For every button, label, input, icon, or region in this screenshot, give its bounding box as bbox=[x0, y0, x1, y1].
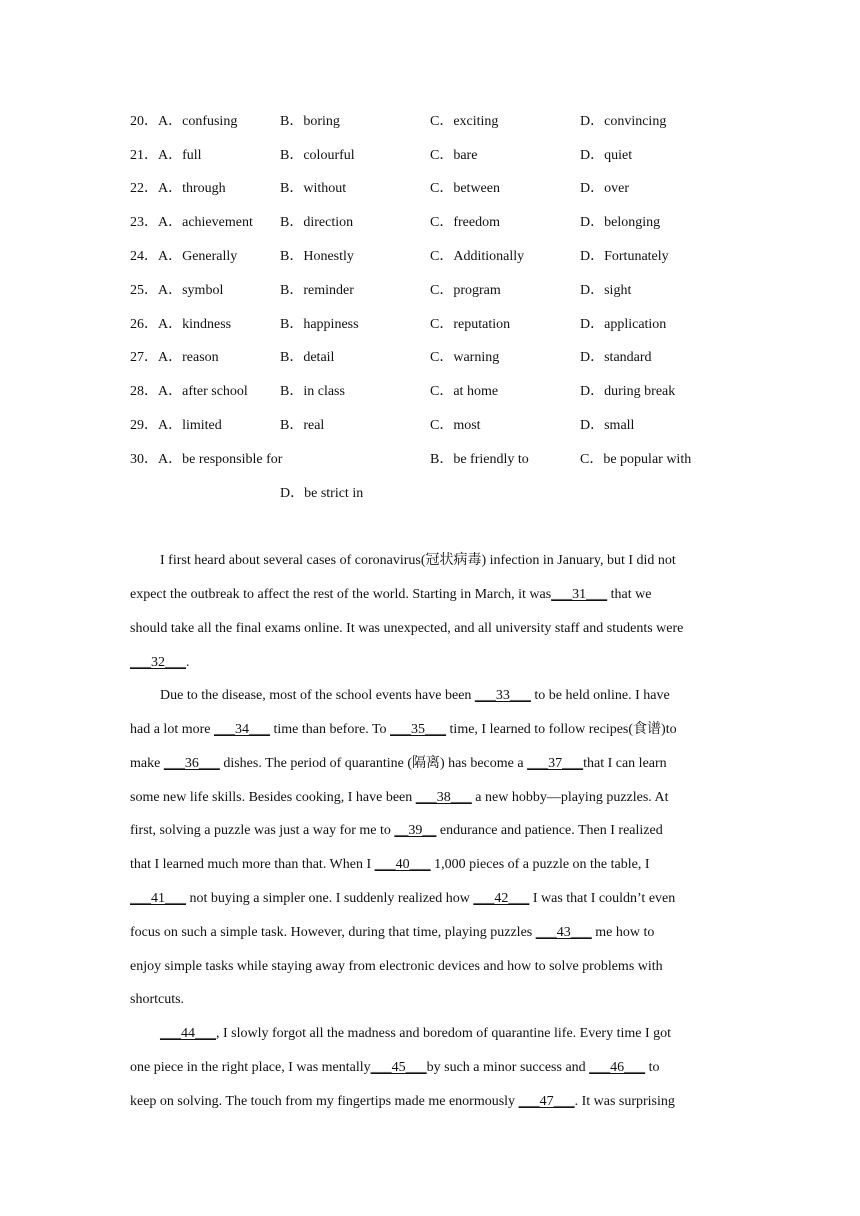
passage-line bbox=[130, 923, 740, 943]
passage-text: I first heard about several cases of coronavirus(冠状病毒) infection in January, but I did not bbox=[160, 553, 676, 568]
option-b: B．in class bbox=[280, 384, 345, 399]
option-d: D．over bbox=[580, 181, 629, 196]
question-number: 30． bbox=[130, 452, 158, 467]
passage-line bbox=[130, 821, 740, 841]
question-26 bbox=[130, 315, 750, 335]
option-b: B．without bbox=[280, 181, 347, 196]
passage-line bbox=[130, 754, 740, 774]
question-number: 27． bbox=[130, 350, 158, 365]
option-a: A．symbol bbox=[158, 283, 224, 298]
option-c: C．between bbox=[430, 181, 500, 196]
passage-text: one piece in the right place, I was mentally bbox=[130, 1060, 371, 1075]
option-a: A．after school bbox=[158, 384, 248, 399]
question-number: 26． bbox=[130, 317, 158, 332]
option-b: B．Honestly bbox=[280, 249, 354, 264]
question-20 bbox=[130, 112, 750, 132]
blank-39: __39__ bbox=[394, 823, 437, 838]
option-a: A．confusing bbox=[158, 114, 238, 129]
option-d: D．standard bbox=[580, 350, 652, 365]
passage-text: that we bbox=[607, 587, 652, 602]
option-d: D．during break bbox=[580, 384, 676, 399]
passage-text: keep on solving. The touch from my fingertips made me enormously bbox=[130, 1094, 519, 1109]
passage-line bbox=[130, 619, 740, 639]
option-b: B．direction bbox=[280, 215, 354, 230]
option-b: B．detail bbox=[280, 350, 335, 365]
passage-line bbox=[160, 551, 770, 571]
option-c: C．freedom bbox=[430, 215, 500, 230]
option-a: A．be responsible for bbox=[158, 452, 283, 467]
question-number: 20． bbox=[130, 114, 158, 129]
option-c: C．bare bbox=[430, 148, 478, 163]
question-number: 25． bbox=[130, 283, 158, 298]
passage-line bbox=[130, 957, 740, 977]
question-number: 22． bbox=[130, 181, 158, 196]
option-c: C．exciting bbox=[430, 114, 499, 129]
blank-46: ___46___ bbox=[589, 1060, 646, 1075]
passage-text: time than before. To bbox=[269, 722, 391, 737]
blank-34: ___34___ bbox=[213, 722, 270, 737]
option-a: A．limited bbox=[158, 418, 222, 433]
passage-text: , I slowly forgot all the madness and boredom of quarantine life. Every time I got bbox=[216, 1026, 672, 1041]
option-c: C．reputation bbox=[430, 317, 511, 332]
question-24 bbox=[130, 247, 750, 267]
blank-35: ___35___ bbox=[390, 722, 447, 737]
option-d: D．quiet bbox=[580, 148, 633, 163]
option-a: A．full bbox=[158, 148, 202, 163]
option-a: A．kindness bbox=[158, 317, 232, 332]
passage-text: time, I learned to follow recipes(食谱)to bbox=[446, 722, 677, 737]
question-number: 28． bbox=[130, 384, 158, 399]
option-a: A．through bbox=[158, 181, 226, 196]
option-c: C．program bbox=[430, 283, 501, 298]
passage-text: not buying a simpler one. I suddenly realized how bbox=[186, 891, 474, 906]
passage-text: expect the outbreak to affect the rest of the world. Starting in March, it was bbox=[130, 587, 552, 602]
passage-line bbox=[130, 889, 740, 909]
question-23 bbox=[130, 213, 750, 233]
option-c: C．most bbox=[430, 418, 481, 433]
passage-text: had a lot more bbox=[130, 722, 214, 737]
option-d: D．belonging bbox=[580, 215, 661, 230]
passage-line bbox=[160, 1024, 770, 1044]
passage-line bbox=[130, 653, 740, 673]
option-d: D．convincing bbox=[580, 114, 667, 129]
question-30-continued bbox=[130, 484, 750, 504]
passage-text: should take all the final exams online. It was unexpected, and all university staff and students were bbox=[130, 621, 684, 636]
passage-text: . It was surprising bbox=[574, 1094, 675, 1109]
option-b: B．happiness bbox=[280, 317, 359, 332]
option-b: B．boring bbox=[280, 114, 340, 129]
passage-text: . bbox=[186, 655, 190, 670]
option-d: D．application bbox=[580, 317, 667, 332]
option-a: A．achievement bbox=[158, 215, 253, 230]
option-a: A．Generally bbox=[158, 249, 238, 264]
passage-text: me how to bbox=[591, 925, 655, 940]
passage-line bbox=[130, 788, 740, 808]
passage-text: Due to the disease, most of the school events have been bbox=[160, 688, 475, 703]
option-b: B．be friendly to bbox=[430, 452, 529, 467]
question-30 bbox=[130, 450, 750, 470]
option-a: A．reason bbox=[158, 350, 219, 365]
passage-line bbox=[130, 720, 740, 740]
passage-text: by such a minor success and bbox=[426, 1060, 590, 1075]
passage-text: to be held online. I have bbox=[530, 688, 670, 703]
passage-text: some new life skills. Besides cooking, I have been bbox=[130, 790, 416, 805]
passage-text: 1,000 pieces of a puzzle on the table, I bbox=[430, 857, 650, 872]
question-22 bbox=[130, 179, 750, 199]
question-27 bbox=[130, 348, 750, 368]
blank-31: ___31___ bbox=[551, 587, 608, 602]
passage-text: focus on such a simple task. However, during that time, playing puzzles bbox=[130, 925, 536, 940]
passage-text: make bbox=[130, 756, 164, 771]
blank-45: ___45___ bbox=[370, 1060, 427, 1075]
option-b: B．reminder bbox=[280, 283, 354, 298]
option-d: D．Fortunately bbox=[580, 249, 669, 264]
passage-line bbox=[130, 1058, 740, 1078]
passage-text: that I learned much more than that. When I bbox=[130, 857, 375, 872]
blank-32: ___32___ bbox=[130, 655, 186, 670]
blank-40: ___40___ bbox=[374, 857, 431, 872]
question-number: 23． bbox=[130, 215, 158, 230]
question-number: 24． bbox=[130, 249, 158, 264]
passage-text: first, solving a puzzle was just a way for me to bbox=[130, 823, 395, 838]
passage-text: I was that I couldn’t even bbox=[529, 891, 676, 906]
passage-text: shortcuts. bbox=[130, 992, 185, 1007]
passage-line bbox=[130, 585, 740, 605]
blank-33: ___33___ bbox=[474, 688, 531, 703]
passage-text: a new hobby—playing puzzles. At bbox=[471, 790, 669, 805]
option-d: D．be strict in bbox=[280, 486, 364, 501]
blank-44: ___44___ bbox=[160, 1026, 216, 1041]
question-21 bbox=[130, 146, 750, 166]
passage-line bbox=[130, 1092, 740, 1112]
option-c: C．at home bbox=[430, 384, 499, 399]
blank-38: ___38___ bbox=[415, 790, 472, 805]
blank-37: ___37___ bbox=[527, 756, 584, 771]
blank-42: ___42___ bbox=[473, 891, 530, 906]
passage-line bbox=[130, 855, 740, 875]
option-d: D．small bbox=[580, 418, 635, 433]
passage-text: dishes. The period of quarantine (隔离) has become a bbox=[219, 756, 528, 771]
option-c: C．be popular with bbox=[580, 452, 692, 467]
option-b: B．colourful bbox=[280, 148, 355, 163]
question-25 bbox=[130, 281, 750, 301]
option-d: D．sight bbox=[580, 283, 632, 298]
passage-line bbox=[130, 990, 740, 1010]
passage-text: that I can learn bbox=[583, 756, 667, 771]
option-b: B．real bbox=[280, 418, 325, 433]
passage-text: to bbox=[645, 1060, 660, 1075]
blank-47: ___47___ bbox=[518, 1094, 575, 1109]
question-number: 21． bbox=[130, 148, 158, 163]
blank-36: ___36___ bbox=[163, 756, 220, 771]
option-c: C．Additionally bbox=[430, 249, 525, 264]
blank-43: ___43___ bbox=[535, 925, 592, 940]
passage-line bbox=[160, 686, 770, 706]
blank-41: ___41___ bbox=[130, 891, 186, 906]
passage-text: endurance and patience. Then I realized bbox=[436, 823, 663, 838]
question-28 bbox=[130, 382, 750, 402]
option-c: C．warning bbox=[430, 350, 500, 365]
question-number: 29． bbox=[130, 418, 158, 433]
question-29 bbox=[130, 416, 750, 436]
passage-text: enjoy simple tasks while staying away from electronic devices and how to solve problems with bbox=[130, 959, 663, 974]
